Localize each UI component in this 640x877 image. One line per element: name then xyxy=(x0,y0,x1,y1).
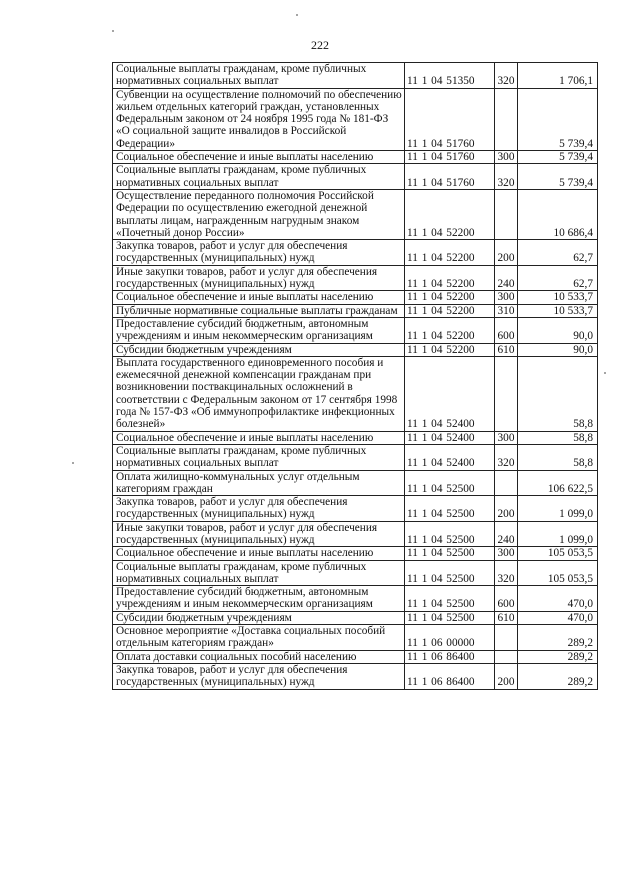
item-name-cell: Выплата государственного единовременного пособия и ежемесячной денежной компенсации гражданам при возникновении поствакцинальных осложнений в соответствии с Федеральным законом от 17 сентября 1998 года № 157-ФЗ «Об иммунопрофилактике инфекционных болезней» xyxy=(113,356,405,431)
item-name-cell: Социальные выплаты гражданам, кроме публичных нормативных социальных выплат xyxy=(113,444,405,470)
target-article-cell: 11 1 04 52200 xyxy=(405,343,495,356)
table-body xyxy=(113,63,598,690)
table-row xyxy=(113,151,598,164)
table-row xyxy=(113,611,598,624)
target-article-cell: 11 1 04 52500 xyxy=(405,496,495,522)
amount-cell: 106 622,5 xyxy=(518,470,598,496)
item-name-cell: Субсидии бюджетным учреждениям xyxy=(113,611,405,624)
target-article-cell: 11 1 06 00000 xyxy=(405,625,495,651)
item-name-cell: Основное мероприятие «Доставка социальных пособий отдельным категориям граждан» xyxy=(113,625,405,651)
target-article-cell: 11 1 04 51760 xyxy=(405,151,495,164)
item-name-cell: Субсидии бюджетным учреждениям xyxy=(113,343,405,356)
table-row xyxy=(113,63,598,89)
amount-cell: 10 533,7 xyxy=(518,291,598,304)
item-name-cell: Иные закупки товаров, работ и услуг для обеспечения государственных (муниципальных) нужд xyxy=(113,521,405,547)
item-name-cell: Публичные нормативные социальные выплаты гражданам xyxy=(113,304,405,317)
table-row xyxy=(113,304,598,317)
table-row xyxy=(113,521,598,547)
table-row xyxy=(113,560,598,586)
target-article-cell: 11 1 04 52200 xyxy=(405,265,495,291)
item-name-cell: Предоставление субсидий бюджетным, автономным учреждениям и иным некоммерческим организациям xyxy=(113,317,405,343)
amount-cell: 58,8 xyxy=(518,444,598,470)
expense-type-cell: 610 xyxy=(495,343,518,356)
target-article-cell: 11 1 04 52200 xyxy=(405,240,495,266)
item-name-cell: Закупка товаров, работ и услуг для обеспечения государственных (муниципальных) нужд xyxy=(113,496,405,522)
expense-type-cell: 600 xyxy=(495,586,518,612)
target-article-cell: 11 1 04 52200 xyxy=(405,291,495,304)
target-article-cell: 11 1 04 51350 xyxy=(405,63,495,89)
table-row xyxy=(113,547,598,560)
table-row xyxy=(113,431,598,444)
target-article-cell: 11 1 04 51760 xyxy=(405,164,495,190)
amount-cell: 105 053,5 xyxy=(518,560,598,586)
item-name-cell: Социальные выплаты гражданам, кроме публичных нормативных социальных выплат xyxy=(113,560,405,586)
budget-table xyxy=(112,62,598,690)
item-name-cell: Субвенции на осуществление полномочий по обеспечению жильем отдельных категорий граждан, установленных Федеральным законом от 24 ноября 1995 года № 181-ФЗ «О социальной защите инвалидов в Российской Федерации» xyxy=(113,88,405,150)
table-row xyxy=(113,470,598,496)
expense-type-cell: 320 xyxy=(495,560,518,586)
amount-cell: 105 053,5 xyxy=(518,547,598,560)
target-article-cell: 11 1 04 52400 xyxy=(405,444,495,470)
amount-cell: 58,8 xyxy=(518,356,598,431)
amount-cell: 62,7 xyxy=(518,240,598,266)
target-article-cell: 11 1 04 52500 xyxy=(405,547,495,560)
table-row xyxy=(113,444,598,470)
target-article-cell: 11 1 04 52500 xyxy=(405,521,495,547)
scan-speck xyxy=(296,14,298,16)
expense-type-cell: 300 xyxy=(495,431,518,444)
amount-cell: 10 533,7 xyxy=(518,304,598,317)
target-article-cell: 11 1 04 52500 xyxy=(405,560,495,586)
amount-cell: 62,7 xyxy=(518,265,598,291)
table-row xyxy=(113,88,598,150)
amount-cell: 289,2 xyxy=(518,625,598,651)
target-article-cell: 11 1 04 52500 xyxy=(405,586,495,612)
table-row xyxy=(113,291,598,304)
amount-cell: 1 706,1 xyxy=(518,63,598,89)
item-name-cell: Социальное обеспечение и иные выплаты населению xyxy=(113,291,405,304)
table-row xyxy=(113,317,598,343)
amount-cell: 90,0 xyxy=(518,343,598,356)
item-name-cell: Закупка товаров, работ и услуг для обеспечения государственных (муниципальных) нужд xyxy=(113,240,405,266)
target-article-cell: 11 1 06 86400 xyxy=(405,663,495,689)
expense-type-cell: 200 xyxy=(495,496,518,522)
amount-cell: 289,2 xyxy=(518,650,598,663)
item-name-cell: Социальное обеспечение и иные выплаты населению xyxy=(113,151,405,164)
item-name-cell: Социальные выплаты гражданам, кроме публичных нормативных социальных выплат xyxy=(113,63,405,89)
table-row xyxy=(113,625,598,651)
item-name-cell: Социальные выплаты гражданам, кроме публичных нормативных социальных выплат xyxy=(113,164,405,190)
amount-cell: 5 739,4 xyxy=(518,151,598,164)
table-row xyxy=(113,650,598,663)
table-row xyxy=(113,343,598,356)
amount-cell: 470,0 xyxy=(518,586,598,612)
expense-type-cell: 240 xyxy=(495,521,518,547)
expense-type-cell: 300 xyxy=(495,291,518,304)
item-name-cell: Закупка товаров, работ и услуг для обеспечения государственных (муниципальных) нужд xyxy=(113,663,405,689)
table-row xyxy=(113,189,598,239)
amount-cell: 5 739,4 xyxy=(518,88,598,150)
expense-type-cell: 610 xyxy=(495,611,518,624)
table-row xyxy=(113,240,598,266)
expense-type-cell: 200 xyxy=(495,240,518,266)
target-article-cell: 11 1 04 52200 xyxy=(405,317,495,343)
target-article-cell: 11 1 06 86400 xyxy=(405,650,495,663)
target-article-cell: 11 1 04 52200 xyxy=(405,304,495,317)
expense-type-cell xyxy=(495,650,518,663)
item-name-cell: Предоставление субсидий бюджетным, автономным учреждениям и иным некоммерческим организациям xyxy=(113,586,405,612)
item-name-cell: Осуществление переданного полномочия Российской Федерации по осуществлению ежегодной денежной выплаты лицам, награжденным нагрудным знаком «Почетный донор России» xyxy=(113,189,405,239)
scan-speck xyxy=(112,30,114,32)
amount-cell: 90,0 xyxy=(518,317,598,343)
expense-type-cell xyxy=(495,88,518,150)
item-name-cell: Иные закупки товаров, работ и услуг для обеспечения государственных (муниципальных) нужд xyxy=(113,265,405,291)
expense-type-cell xyxy=(495,625,518,651)
item-name-cell: Оплата жилищно-коммунальных услуг отдельным категориям граждан xyxy=(113,470,405,496)
item-name-cell: Социальное обеспечение и иные выплаты населению xyxy=(113,431,405,444)
expense-type-cell: 320 xyxy=(495,63,518,89)
table-row xyxy=(113,164,598,190)
target-article-cell: 11 1 04 52500 xyxy=(405,611,495,624)
amount-cell: 10 686,4 xyxy=(518,189,598,239)
scan-speck xyxy=(604,372,606,374)
expense-type-cell: 310 xyxy=(495,304,518,317)
expense-type-cell: 200 xyxy=(495,663,518,689)
amount-cell: 289,2 xyxy=(518,663,598,689)
expense-type-cell: 300 xyxy=(495,547,518,560)
expense-type-cell xyxy=(495,470,518,496)
page-number: 222 xyxy=(311,38,329,52)
item-name-cell: Социальное обеспечение и иные выплаты населению xyxy=(113,547,405,560)
target-article-cell: 11 1 04 52400 xyxy=(405,356,495,431)
target-article-cell: 11 1 04 52200 xyxy=(405,189,495,239)
item-name-cell: Оплата доставки социальных пособий населению xyxy=(113,650,405,663)
scan-speck xyxy=(72,462,74,464)
amount-cell: 5 739,4 xyxy=(518,164,598,190)
table-row xyxy=(113,496,598,522)
expense-type-cell: 320 xyxy=(495,164,518,190)
amount-cell: 470,0 xyxy=(518,611,598,624)
expense-type-cell: 240 xyxy=(495,265,518,291)
target-article-cell: 11 1 04 52500 xyxy=(405,470,495,496)
expense-type-cell: 300 xyxy=(495,151,518,164)
target-article-cell: 11 1 04 52400 xyxy=(405,431,495,444)
table-row xyxy=(113,265,598,291)
amount-cell: 1 099,0 xyxy=(518,521,598,547)
target-article-cell: 11 1 04 51760 xyxy=(405,88,495,150)
expense-type-cell xyxy=(495,356,518,431)
amount-cell: 1 099,0 xyxy=(518,496,598,522)
expense-type-cell: 600 xyxy=(495,317,518,343)
table-row xyxy=(113,663,598,689)
expense-type-cell: 320 xyxy=(495,444,518,470)
table-row xyxy=(113,586,598,612)
expense-type-cell xyxy=(495,189,518,239)
amount-cell: 58,8 xyxy=(518,431,598,444)
table-row xyxy=(113,356,598,431)
